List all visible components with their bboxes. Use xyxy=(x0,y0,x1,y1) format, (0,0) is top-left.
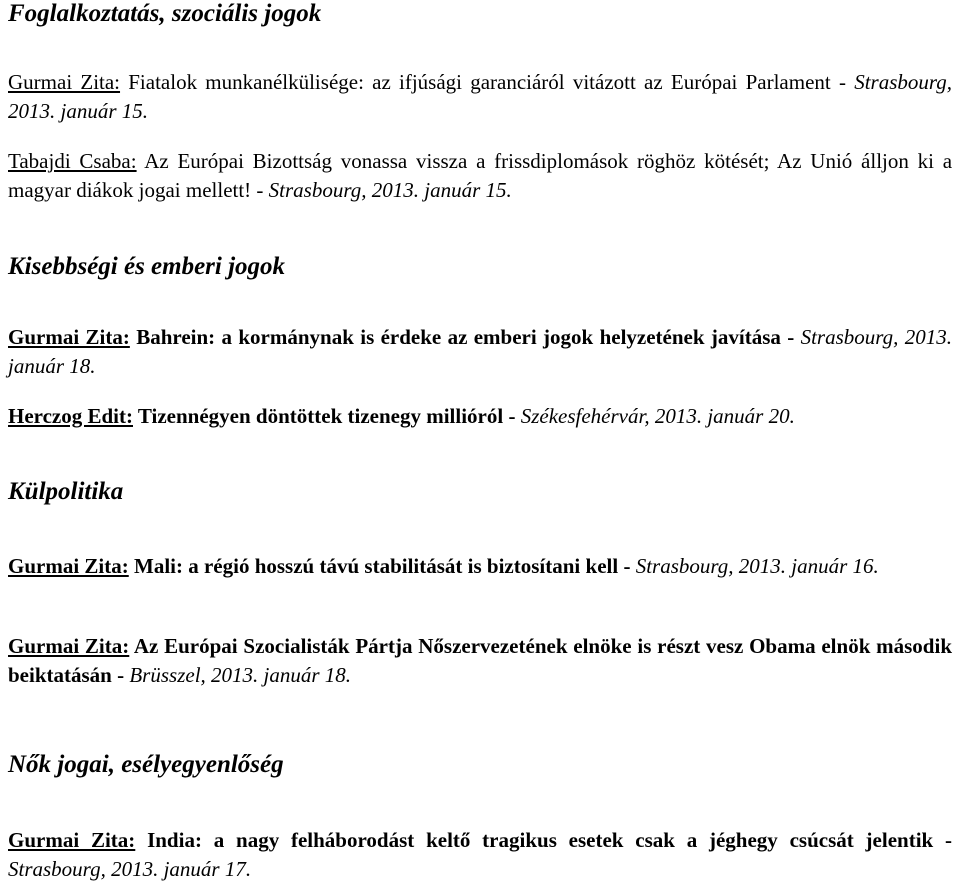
article-author: Gurmai Zita: xyxy=(8,554,129,578)
section-heading: Kisebbségi és emberi jogok xyxy=(8,253,286,280)
article-title: Mali: a régió hosszú távú stabilitását is biztosítani kell xyxy=(134,554,619,578)
article-author: Gurmai Zita: xyxy=(8,828,136,852)
article-author: Herczog Edit: xyxy=(8,404,133,428)
article-place-date: Strasbourg, 2013. január 18. xyxy=(8,325,952,378)
article-place-date: Strasbourg, 2013. január 16. xyxy=(635,554,879,578)
article-title: Az Európai Bizottság vonassa vissza a frissdiplomások röghöz kötését; Az Unió álljon ki a magyar diákok jogai mellett! xyxy=(8,149,953,202)
section-heading: Foglalkoztatás, szociális jogok xyxy=(8,0,322,27)
separator: - xyxy=(933,828,952,852)
separator: - xyxy=(780,325,801,349)
separator: - xyxy=(830,70,855,94)
article-title: Az Európai Szocialisták Pártja Nőszervezetének elnöke is részt vesz Obama elnök második beiktatásán xyxy=(8,634,952,687)
article-place-date: Strasbourg, 2013. január 15. xyxy=(268,178,512,202)
article-entry xyxy=(8,632,952,690)
article-author: Tabajdi Csaba: xyxy=(8,149,137,173)
article-title: Bahrein: a kormánynak is érdeke az emberi jogok helyzetének javítása xyxy=(136,325,781,349)
article-place-date: Székesfehérvár, 2013. január 20. xyxy=(520,404,795,428)
article-entry xyxy=(8,826,952,884)
section-heading: Külpolitika xyxy=(8,478,124,505)
article-entry xyxy=(8,68,952,126)
article-entry xyxy=(8,147,952,205)
article-entry xyxy=(8,552,952,581)
separator: - xyxy=(503,404,521,428)
article-place-date: Strasbourg, 2013. január 17. xyxy=(8,857,252,881)
article-title: India: a nagy felháborodást keltő tragikus esetek csak a jéghegy csúcsát jelentik xyxy=(147,828,934,852)
article-author: Gurmai Zita: xyxy=(8,634,130,658)
separator: - xyxy=(251,178,269,202)
separator: - xyxy=(618,554,636,578)
article-title: Tizennégyen döntöttek tizenegy millióról xyxy=(137,404,504,428)
article-entry xyxy=(8,323,952,381)
article-place-date: Brüsszel, 2013. január 18. xyxy=(129,663,352,687)
article-entry xyxy=(8,402,952,431)
separator: - xyxy=(111,663,130,687)
article-title: Fiatalok munkanélkülisége: az ifjúsági garanciáról vitázott az Európai Parlament xyxy=(128,70,831,94)
article-author: Gurmai Zita: xyxy=(8,325,130,349)
article-author: Gurmai Zita: xyxy=(8,70,121,94)
section-heading: Nők jogai, esélyegyenlőség xyxy=(8,751,284,778)
article-place-date: Strasbourg, 2013. január 15. xyxy=(8,70,953,123)
